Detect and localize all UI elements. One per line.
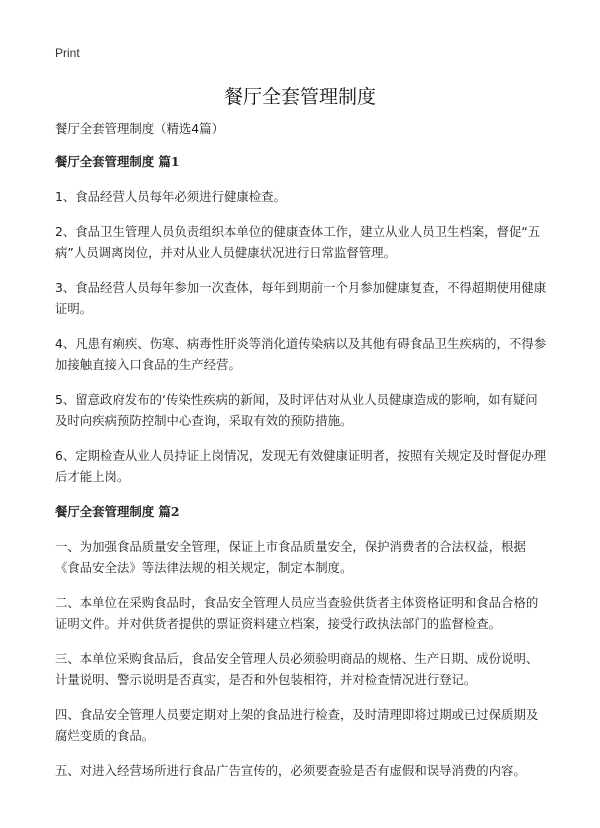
- paragraph: 三、本单位采购食品后，食品安全管理人员必须验明商品的规格、生产日期、成份说明、计量说明、警示说明是否真实，是否和外包装相符，并对检查情况进行登记。: [55, 651, 539, 687]
- paragraph: 3、食品经营人员每年参加一次查体，每年到期前一个月参加健康复查，不得超期使用健康证明。: [55, 280, 547, 316]
- print-label: Print: [55, 46, 80, 60]
- paragraph: 二、本单位在采购食品时，食品安全管理人员应当查验供货者主体资格证明和食品合格的证明文件。并对供货者提供的票证资料建立档案，接受行政执法部门的监督检查。: [55, 595, 539, 631]
- paragraph: 6、定期检查从业人员持证上岗情况，发现无有效健康证明者，按照有关规定及时督促办理后才能上岗。: [55, 448, 547, 484]
- section-title: 餐厅全套管理制度 篇1: [55, 154, 180, 169]
- document-title: 餐厅全套管理制度: [223, 86, 376, 108]
- paragraph: 1、食品经营人员每年必须进行健康检查。: [55, 189, 286, 204]
- paragraph: 5、留意政府发布的‘传染性疾病的新闻，及时评估对从业人员健康造成的影响，如有疑问及时向疾病预防控制中心查询，采取有效的预防措施。: [55, 392, 538, 428]
- paragraph: 四、食品安全管理人员要定期对上架的食品进行检查，及时清理即将过期或已过保质期及腐烂变质的食品。: [55, 707, 539, 743]
- paragraph: 五、对进入经营场所进行食品广告宣传的，必须要查验是否有虚假和误导消费的内容。: [55, 763, 526, 778]
- document-subtitle: 餐厅全套管理制度（精选4篇）: [55, 121, 224, 136]
- paragraph: 4、凡患有痢疾、伤寒、病毒性肝炎等消化道传染病以及其他有碍食品卫生疾病的，不得参加接触直接入口食品的生产经营。: [55, 336, 547, 372]
- section-2: [55, 501, 547, 781]
- section-1: [55, 151, 547, 487]
- section-title: 餐厅全套管理制度 篇2: [55, 504, 180, 519]
- paragraph: 一、为加强食品质量安全管理，保证上市食品质量安全，保护消费者的合法权益，根据《食品安全法》等法律法规的相关规定，制定本制度。: [55, 539, 526, 575]
- paragraph: 2、食品卫生管理人员负责组织本单位的健康查体工作，建立从业人员卫生档案，督促“五病”人员调离岗位，并对从业人员健康状况进行日常监督管理。: [55, 224, 541, 260]
- document-body: [55, 118, 547, 795]
